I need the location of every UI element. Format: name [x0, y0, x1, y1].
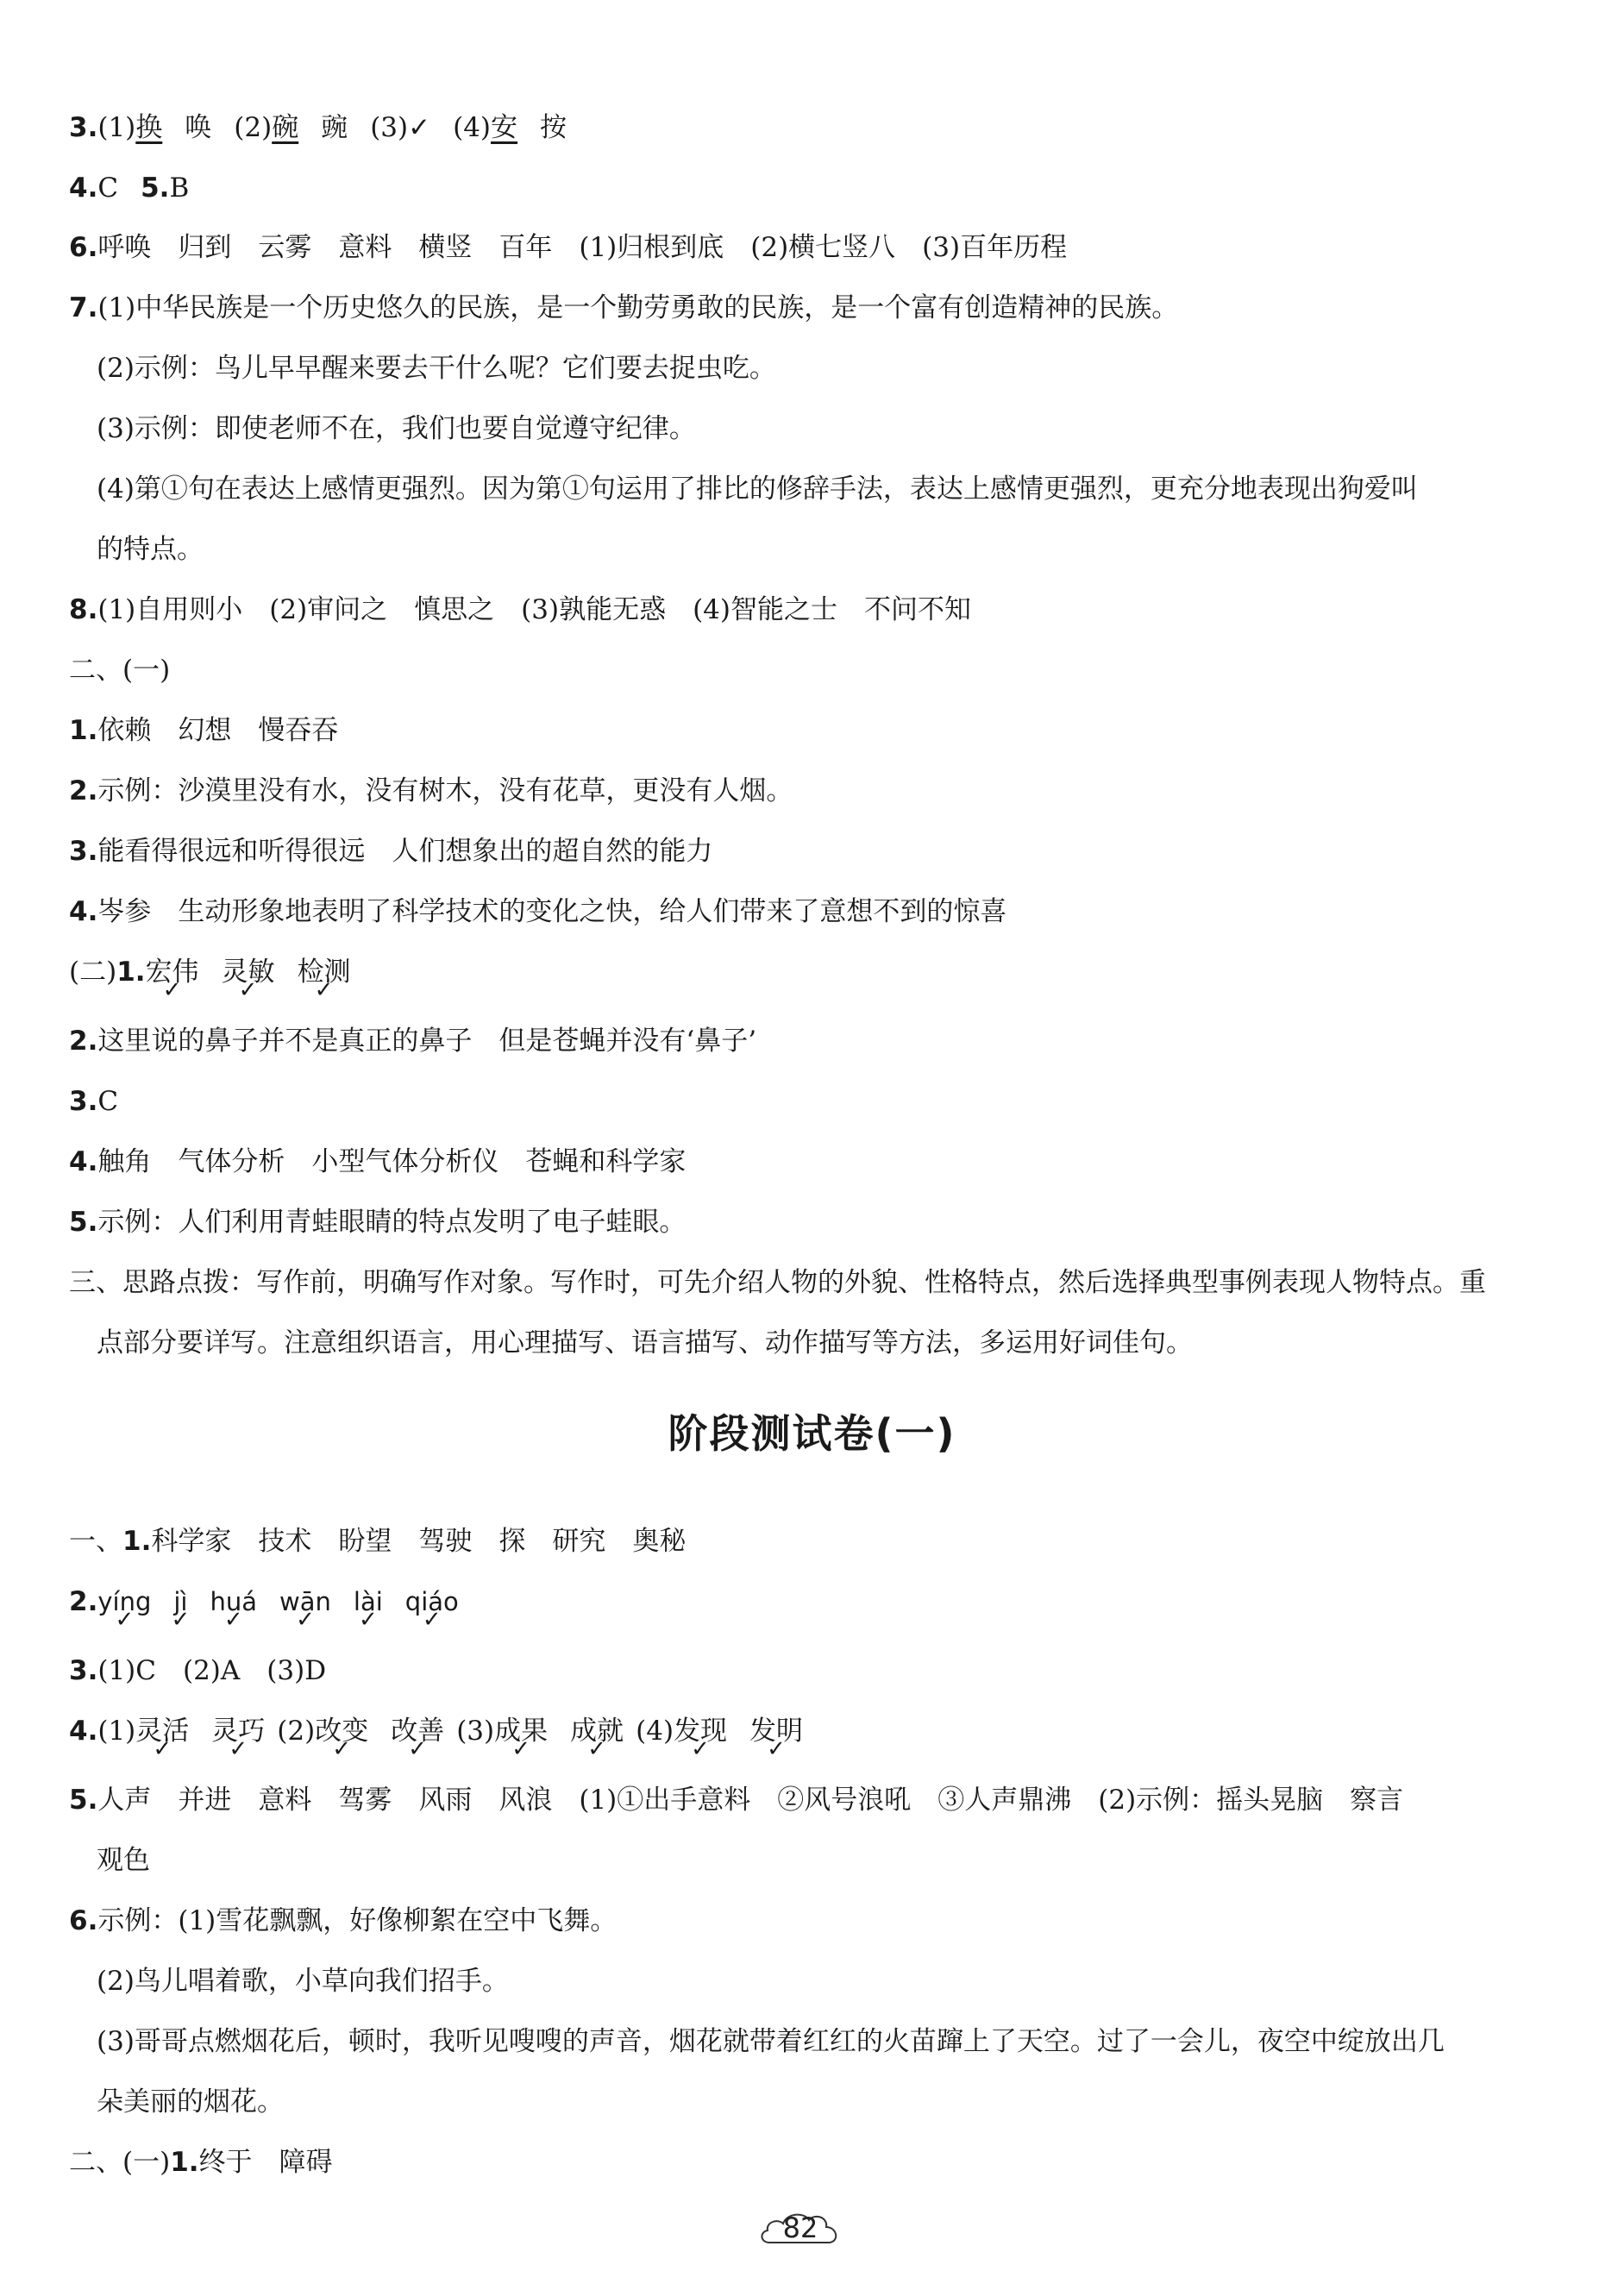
test-line-q2: 2.yíng ✓ jì ✓ huá ✓ wān ✓ lài ✓ qiáo ✓	[69, 1583, 1538, 1621]
answer-line-s2-q4: 4.岑参 生动形象地表明了科学技术的变化之快，给人们带来了意想不到的惊喜	[69, 896, 1007, 927]
checked-word: 成就 ✓	[570, 1712, 624, 1750]
test-line-q5-1: 5.人声 并进 意料 驾雾 风雨 风浪 (1)①出手意料 ②风号浪吼 ③人声鼎沸 (2)示例：摇头晃脑 察言	[69, 1785, 1404, 1816]
answer-line-s2b-q2: 2.这里说的鼻子并不是真正的鼻子 但是苍蝇并没有‘鼻子’	[69, 1026, 757, 1057]
checked-word: 发明 ✓	[749, 1712, 803, 1750]
page-number: 82	[757, 2206, 843, 2249]
section-title: 阶段测试卷(一)	[668, 1410, 956, 1457]
checked-word: 宏伟 ✓	[146, 953, 199, 991]
answer-line-q7-4: (4)第①句在表达上感情更强烈。因为第①句运用了排比的修辞手法，表达上感情更强烈，更充分地表现出狗爱叫	[97, 474, 1418, 505]
answer-line-s3-1: 三、思路点拨：写作前，明确写作对象。写作时，可先介绍人物的外貌、性格特点，然后选择典型事例表现人物特点。重	[69, 1267, 1486, 1298]
answer-line-q6: 6.呼唤 归到 云雾 意料 横竖 百年 (1)归根到底 (2)横七竖八 (3)百年历程	[69, 232, 1068, 263]
answer-line-q7-1: 7.(1)中华民族是一个历史悠久的民族，是一个勤劳勇敢的民族，是一个富有创造精神的民族。	[69, 292, 1179, 323]
checked-pinyin: yíng ✓	[97, 1583, 151, 1621]
checked-pinyin: qiáo ✓	[405, 1583, 459, 1621]
answer-line-s2b-q3: 3.C	[69, 1086, 119, 1117]
test-line-q3: 3.(1)C (2)A (3)D	[69, 1655, 327, 1686]
answer-line-q3: 3.(1)换 唤 (2)碗 豌 (3)✓ (4)安 按	[69, 112, 567, 143]
answer-line-q8: 8.(1)自用则小 (2)审问之 慎思之 (3)孰能无惑 (4)智能之士 不问不知	[69, 594, 972, 625]
checked-pinyin: lài ✓	[354, 1583, 383, 1621]
answer-line-s2-q2: 2.示例：沙漠里没有水，没有树木，没有花草，更没有人烟。	[69, 775, 793, 806]
answer-line-s2-q1: 1.依赖 幻想 慢吞吞	[69, 715, 339, 746]
checked-word: 改变 ✓	[315, 1712, 368, 1750]
checked-pinyin: huá ✓	[210, 1583, 258, 1621]
checked-word: 灵敏 ✓	[222, 953, 275, 991]
answer-line-s2b-q1: (二)1.宏伟 ✓ 灵敏 ✓ 检测 ✓	[69, 953, 1538, 991]
section-heading-2-1: 二、(一)	[69, 655, 171, 686]
test-line-q6-2: (2)鸟儿唱着歌，小草向我们招手。	[97, 1966, 509, 1997]
answer-line-s2b-q4: 4.触角 气体分析 小型气体分析仪 苍蝇和科学家	[69, 1146, 687, 1177]
answer-line-s2b-q5: 5.示例：人们利用青蛙眼睛的特点发明了电子蛙眼。	[69, 1207, 687, 1238]
test-line-q6-1: 6.示例：(1)雪花飘飘，好像柳絮在空中飞舞。	[69, 1905, 618, 1936]
test-line-q6-4: 朵美丽的烟花。	[97, 2086, 284, 2117]
answer-line-q4-q5: 4.C 5.B	[69, 173, 190, 204]
checked-word: 成果 ✓	[494, 1712, 548, 1750]
checked-word: 发现 ✓	[674, 1712, 727, 1750]
test-line-s2-q1: 二、(一)1.终于 障碍	[69, 2147, 333, 2178]
checked-word: 改善 ✓	[391, 1712, 444, 1750]
test-line-q1: 一、1.科学家 技术 盼望 驾驶 探 研究 奥秘	[69, 1526, 687, 1557]
checked-word: 灵活 ✓	[135, 1712, 189, 1750]
checked-word: 检测 ✓	[298, 953, 351, 991]
test-line-q6-3: (3)哥哥点燃烟花后，顿时，我听见嗖嗖的声音，烟花就带着红红的火苗蹿上了天空。过了一会儿，夜空中绽放出几	[97, 2026, 1445, 2057]
answer-line-s3-2: 点部分要详写。注意组织语言，用心理描写、语言描写、动作描写等方法，多运用好词佳句。	[97, 1327, 1193, 1358]
test-line-q5-2: 观色	[97, 1845, 150, 1876]
checked-pinyin: jì ✓	[173, 1583, 187, 1621]
answer-line-q7-5: 的特点。	[97, 534, 204, 565]
checked-pinyin: wān ✓	[279, 1583, 331, 1621]
answer-line-q7-3: (3)示例：即使老师不在，我们也要自觉遵守纪律。	[97, 413, 696, 444]
answer-line-s2-q3: 3.能看得很远和听得很远 人们想象出的超自然的能力	[69, 836, 713, 867]
answer-line-q7-2: (2)示例：鸟儿早早醒来要去干什么呢？它们要去捉虫吃。	[97, 353, 776, 384]
checked-word: 灵巧 ✓	[211, 1712, 265, 1750]
test-line-q4: 4.(1)灵活 ✓ 灵巧 ✓ (2)改变 ✓ 改善 ✓ (3)成果 ✓ 成就 ✓ (4)发现 ✓ 发明 ✓	[69, 1712, 1538, 1750]
